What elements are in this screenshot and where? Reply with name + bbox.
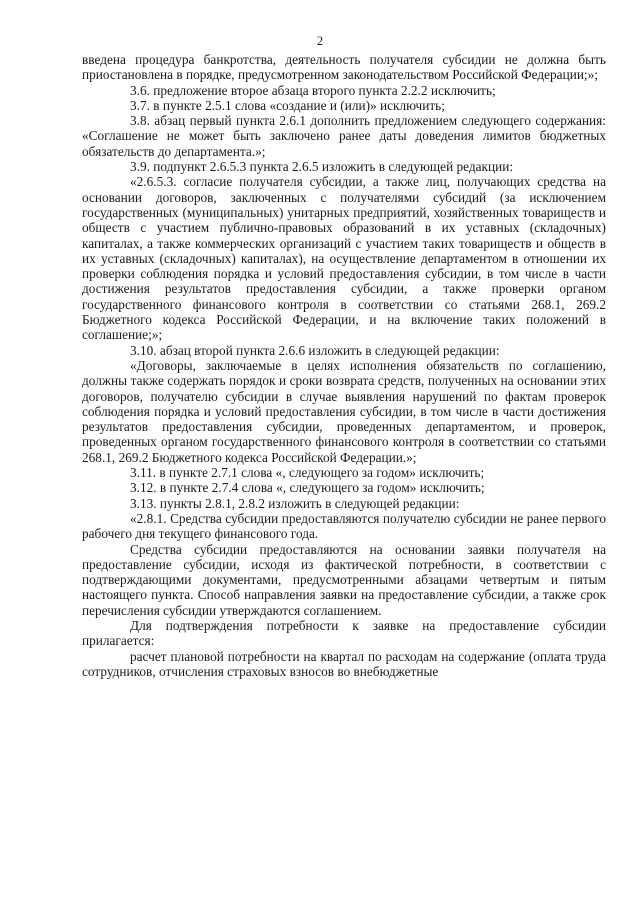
paragraph-continuation: введена процедура банкротства, деятельность получателя субсидии не должна быть приостановлена в порядке, предусмотренном законодательством Российской Федерации;»; xyxy=(82,52,606,83)
paragraph-3-11: 3.11. в пункте 2.7.1 слова «, следующего за годом» исключить; xyxy=(130,465,485,481)
paragraph-2-8-1: «2.8.1. Средства субсидии предоставляются получателю субсидии не ранее первого рабочего дня текущего финансового года. xyxy=(82,510,606,542)
paragraph-confirmation: Для подтверждения потребности к заявке на предоставление субсидии прилагается: xyxy=(82,617,606,649)
paragraph-2-6-5-3: «2.6.5.3. согласие получателя субсидии, а также лиц, получающих средства на основании договоров, заключенных с получателями субсидий (за исключением государственных (муниципальных) унитарных предприятий, хозяйственных товариществ и обществ с участием публично-правовых образований в их уставных (складочных) капиталах, а также коммерческих организаций с участием таких товариществ и обществ в их уставных (складочных) капиталах), на осуществление департаментом в отношении их проверки соблюдения порядка и условий предоставления субсидии, в том числе в части достижения результатов предоставления субсидии, а также проверки органом государственного финансового контроля в соответствии со статьями 268.1, 269.2 Бюджетного кодекса Российской Федерации, и на включение таких положений в соглашение;»; xyxy=(82,174,606,343)
paragraph-3-12: 3.12. в пункте 2.7.4 слова «, следующего за годом» исключить; xyxy=(130,480,485,496)
paragraph-calculation: расчет плановой потребности на квартал по расходам на содержание (оплата труда сотрудников, отчисления страховых взносов во внебюджетные xyxy=(82,648,606,679)
document-body xyxy=(82,52,606,679)
paragraph-3-9: 3.9. подпункт 2.6.5.3 пункта 2.6.5 изложить в следующей редакции: xyxy=(130,159,514,175)
paragraph-3-8: 3.8. абзац первый пункта 2.6.1 дополнить предложением следующего содержания: «Соглашение не может быть заключено ранее даты доведения лимитов бюджетных обязательств до департамента.»; xyxy=(82,113,606,159)
paragraph-contracts: «Договоры, заключаемые в целях исполнения обязательств по соглашению, должны также содержать порядок и сроки возврата средств, полученных на основании этих договоров, получателю субсидии в случае выявления нарушений по фактам проверок соблюдения порядка и условий предоставления субсидии, в том числе в части достижения результатов предоставления субсидии, проведенных департаментом, и проверок, проведенных органом государственного финансового контроля в соответствии со статьями 268.1, 269.2 Бюджетного кодекса Российской Федерации.»; xyxy=(82,357,606,465)
page-number: 2 xyxy=(316,34,324,48)
paragraph-3-13: 3.13. пункты 2.8.1, 2.8.2 изложить в следующей редакции: xyxy=(130,495,460,511)
paragraph-3-7: 3.7. в пункте 2.5.1 слова «создание и (или)» исключить; xyxy=(130,97,445,113)
paragraph-subsidy-request: Средства субсидии предоставляются на основании заявки получателя на предоставление субсидии, исходя из фактической потребности, в соответствии с подтверждающими документами, предусмотренными абзацами четвертым и пятым настоящего пункта. Способ направления заявки на предоставление субсидии, а также срок перечисления субсидии утверждаются соглашением. xyxy=(82,541,606,618)
paragraph-3-10: 3.10. абзац второй пункта 2.6.6 изложить в следующей редакции: xyxy=(130,342,500,358)
paragraph-3-6: 3.6. предложение второе абзаца второго пункта 2.2.2 исключить; xyxy=(130,82,496,98)
